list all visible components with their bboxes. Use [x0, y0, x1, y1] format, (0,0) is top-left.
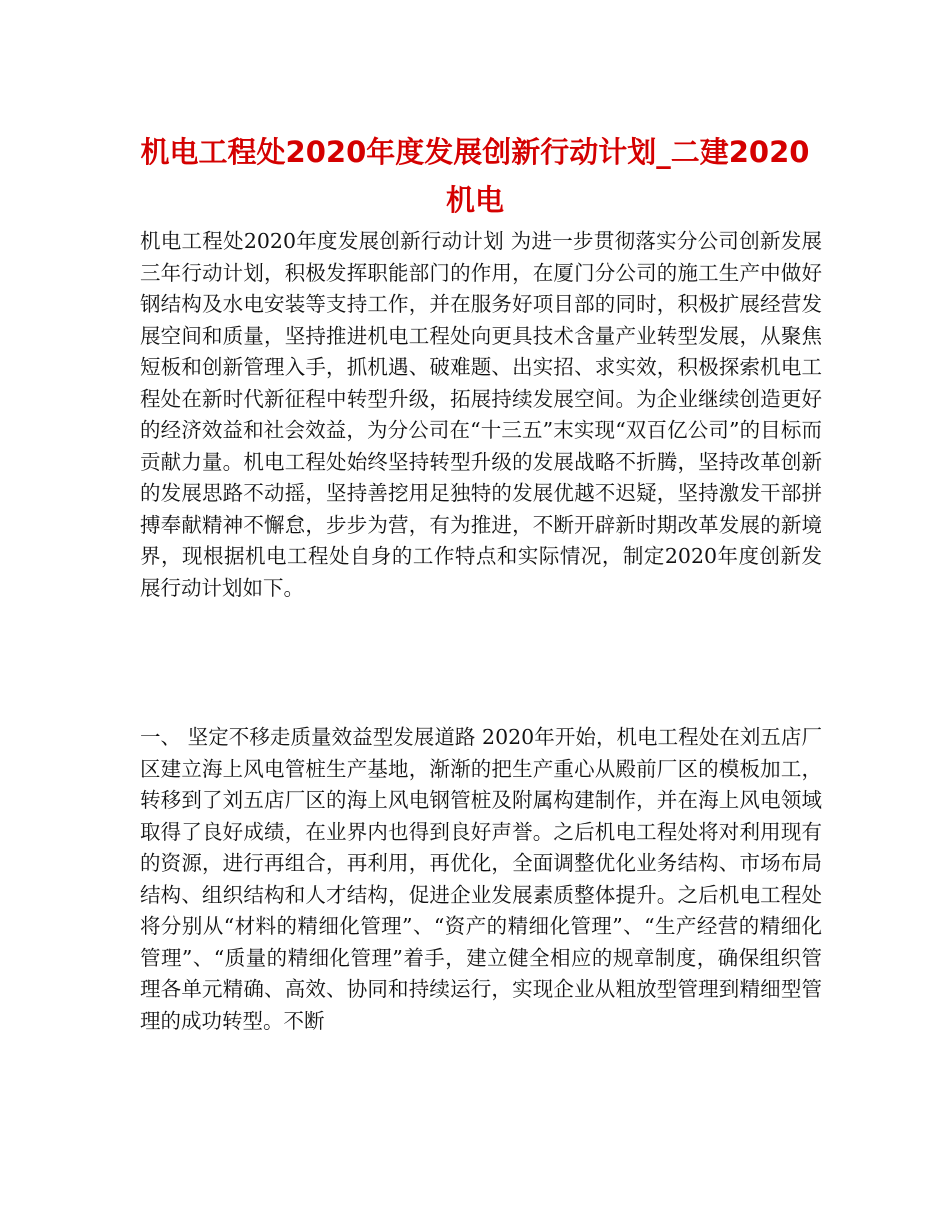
document-title: 机电工程处2020年度发展创新行动计划_二建2020机电: [140, 135, 810, 217]
body-paragraph-section-1: 一、 坚定不移走质量效益型发展道路 2020年开始，机电工程处在刘五店厂区建立海上风电管桩生产基地，渐渐的把生产重心从殿前厂区的模板加工，转移到了刘五店厂区的海上风电钢管桩及附属构建制作，并在海上风电领域取得了良好成绩，在业界内也得到良好声誉。之后机电工程处将对利用现有的资源，进行再组合，再利用，再优化，全面调整优化业务结构、市场布局结构、组织结构和人才结构，促进企业发展素质整体提升。之后机电工程处将分别从“材料的精细化管理”、“资产的精细化管理”、“生产经营的精细化管理”、“质量的精细化管理”着手，建立健全相应的规章制度，确保组织管理各单元精确、高效、协同和持续运行，实现企业从粗放型管理到精细型管理的成功转型。不断: [140, 725, 822, 1033]
body-paragraph-intro: 机电工程处2020年度发展创新行动计划 为进一步贯彻落实分公司创新发展三年行动计划，积极发挥职能部门的作用，在厦门分公司的施工生产中做好钢结构及水电安装等支持工作，并在服务好项目部的同时，积极扩展经营发展空间和质量，坚持推进机电工程处向更具技术含量产业转型发展，从聚焦短板和创新管理入手，抓机遇、破难题、出实招、求实效，积极探索机电工程处在新时代新征程中转型升级，拓展持续发展空间。为企业继续创造更好的经济效益和社会效益，为分公司在“十三五”末实现“双百亿公司”的目标而贡献力量。机电工程处始终坚持转型升级的发展战略不折腾，坚持改革创新的发展思路不动摇，坚持善挖用足独特的发展优越不迟疑，坚持激发干部拼搏奉献精神不懈怠，步步为营，有为推进，不断开辟新时期改革发展的新境界，现根据机电工程处自身的工作特点和实际情况，制定2020年度创新发展行动计划如下。: [140, 229, 822, 600]
